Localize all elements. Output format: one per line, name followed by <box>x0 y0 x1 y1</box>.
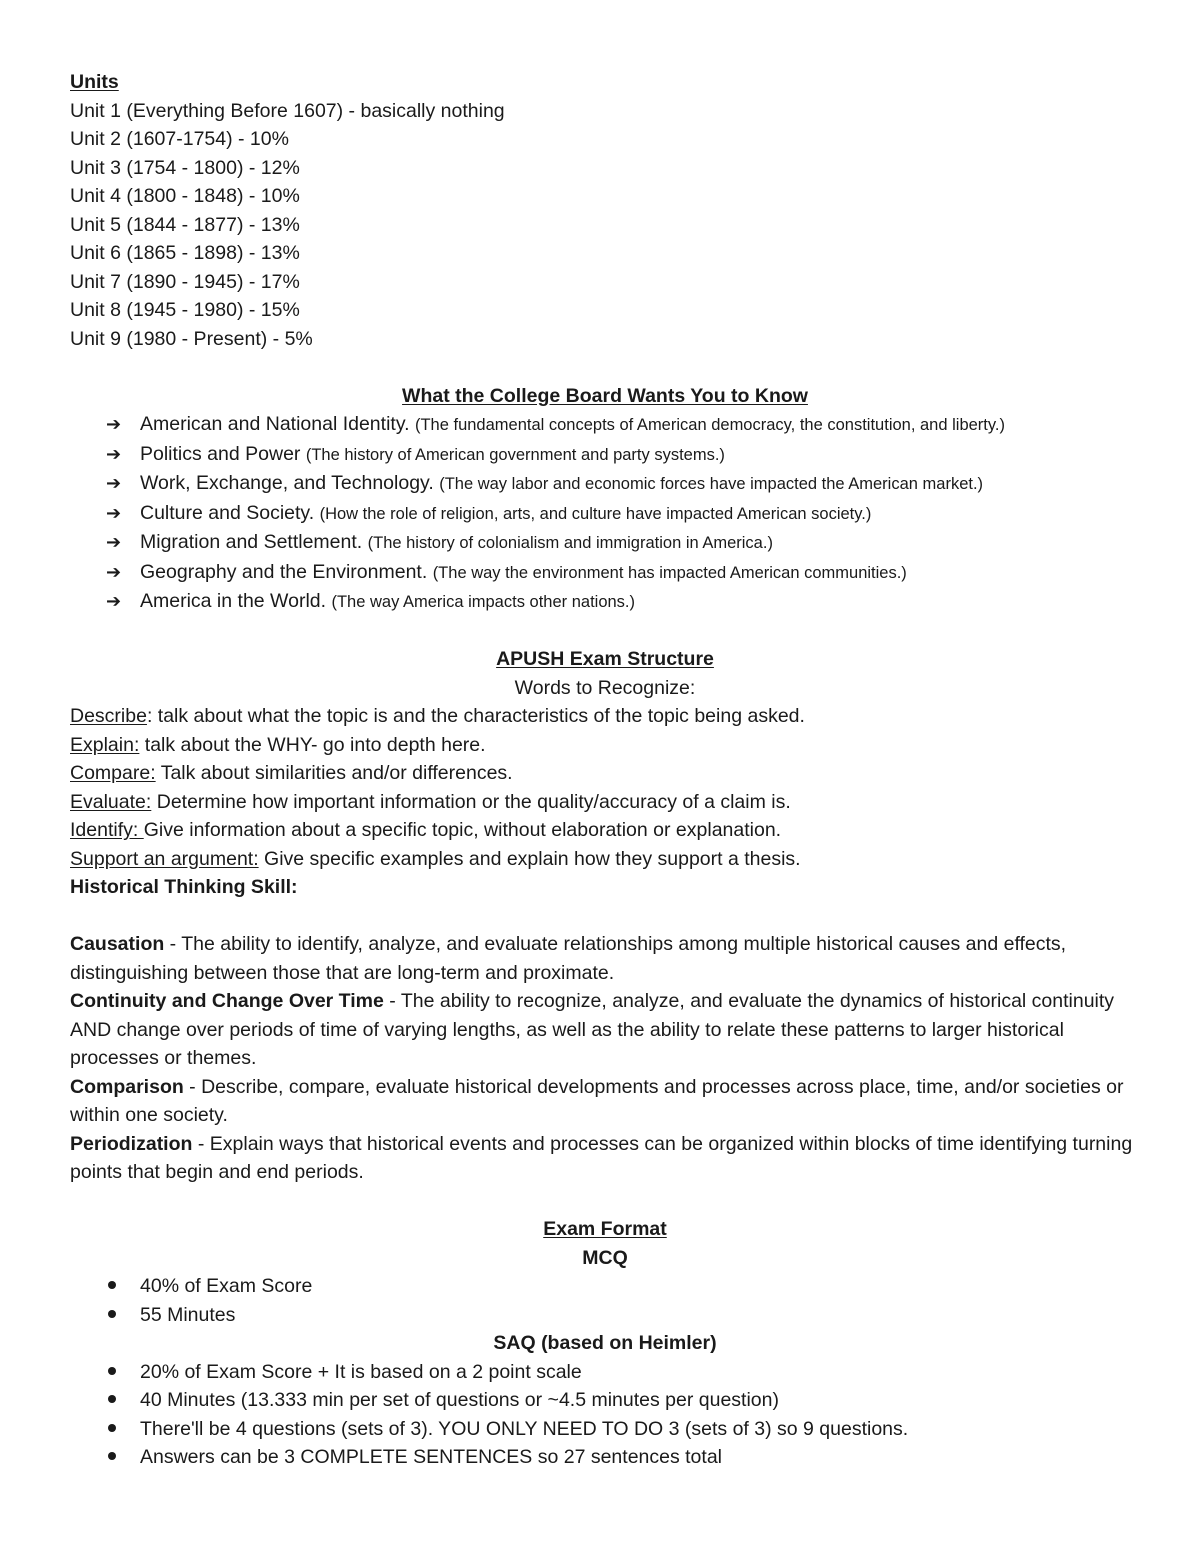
exam-format-heading: Exam Format <box>543 1218 667 1240</box>
term-definition <box>70 845 1140 874</box>
theme-title: Culture and Society. <box>140 501 315 524</box>
arrow-icon: ➔ <box>106 591 122 611</box>
term-label: Explain: <box>70 733 140 756</box>
arrow-icon: ➔ <box>106 532 122 552</box>
theme-title: Work, Exchange, and Technology. <box>140 472 434 494</box>
unit-line: Unit 3 (1754 - 1800) - 12% <box>70 156 300 179</box>
unit-line: Unit 9 (1980 - Present) - 5% <box>70 327 313 350</box>
term-text: Talk about similarities and/or differences. <box>160 762 513 784</box>
theme-title: Geography and the Environment. <box>140 560 428 583</box>
exam-structure-heading: APUSH Exam Structure <box>496 648 714 670</box>
arrow-icon: ➔ <box>106 502 122 523</box>
arrow-icon: ➔ <box>106 414 122 434</box>
skill-paragraph <box>70 930 1140 987</box>
skill-text: - Describe, compare, evaluate historical developments and processes across place, time, and/or societies or within one society. <box>70 1075 1124 1126</box>
theme-note: (How the role of religion, arts, and culture have impacted American society.) <box>319 504 872 523</box>
unit-line: Unit 6 (1865 - 1898) - 13% <box>70 242 300 264</box>
skill-paragraph <box>70 987 1140 1073</box>
skill-name: Periodization <box>70 1132 193 1155</box>
list-item: Answers can be 3 COMPLETE SENTENCES so 27 sentences total <box>70 1443 1140 1472</box>
theme-note: (The history of colonialism and immigration in America.) <box>367 534 773 552</box>
bullet-icon <box>108 1358 140 1387</box>
list-item: 20% of Exam Score + It is based on a 2 point scale <box>70 1358 1140 1387</box>
theme-note: (The way the environment has impacted American communities.) <box>432 563 907 582</box>
unit-line: Unit 5 (1844 - 1877) - 13% <box>70 213 300 236</box>
bullet-icon <box>108 1301 140 1330</box>
theme-title: American and National Identity. <box>140 413 410 435</box>
theme-title: Migration and Settlement. <box>140 531 363 553</box>
unit-line: Unit 4 (1800 - 1848) - 10% <box>70 185 300 207</box>
term-label: Identify: <box>70 819 144 841</box>
skill-name: Causation <box>70 933 165 955</box>
unit-line: Unit 7 (1890 - 1945) - 17% <box>70 270 300 293</box>
theme-item <box>70 587 1140 617</box>
document-page <box>70 68 1140 1472</box>
term-definition <box>70 731 1140 760</box>
skill-paragraph <box>70 1130 1140 1187</box>
arrow-icon: ➔ <box>106 443 122 464</box>
list-item: 40% of Exam Score <box>70 1272 1140 1301</box>
unit-line: Unit 8 (1945 - 1980) - 15% <box>70 299 300 321</box>
unit-line: Unit 2 (1607-1754) - 10% <box>70 128 289 150</box>
theme-item <box>70 558 1140 588</box>
term-text: Determine how important information or the quality/accuracy of a claim is. <box>156 790 791 813</box>
theme-item <box>70 410 1140 440</box>
term-definition: Describe: talk about what the topic is and the characteristics of the topic being asked. <box>70 705 805 727</box>
skill-text: - The ability to identify, analyze, and evaluate relationships among multiple historical causes and effects, distinguishing between those that are long-term and proximate. <box>70 933 1067 984</box>
term-text: talk about what the topic is and the characteristics of the topic being asked. <box>157 705 805 727</box>
theme-note: (The way labor and economic forces have impacted the American market.) <box>439 475 984 493</box>
arrow-icon: ➔ <box>106 473 122 493</box>
theme-title: Politics and Power <box>140 442 301 465</box>
theme-note: (The history of American government and party systems.) <box>305 445 725 464</box>
bullet-icon <box>108 1386 140 1415</box>
theme-item <box>70 469 1140 499</box>
term-label: Describe <box>70 705 147 727</box>
skill-text: - The ability to recognize, analyze, and evaluate the dynamics of historical continuity AND change over periods of time of varying lengths, as well as the ability to relate these patterns to larger historical processes or themes. <box>70 990 1115 1069</box>
words-to-recognize-subheading: Words to Recognize: <box>514 676 696 699</box>
saq-heading: SAQ (based on Heimler) <box>493 1332 717 1354</box>
historical-thinking-heading: Historical Thinking Skill: <box>70 876 298 898</box>
theme-item <box>70 528 1140 558</box>
theme-item <box>70 499 1140 529</box>
unit-line: Unit 1 (Everything Before 1607) - basically nothing <box>70 99 505 122</box>
skill-paragraph <box>70 1073 1140 1130</box>
list-item: 55 Minutes <box>70 1301 1140 1330</box>
term-label: Evaluate: <box>70 790 152 813</box>
term-label: Compare: <box>70 762 156 784</box>
term-definition <box>70 759 1140 788</box>
college-board-heading: What the College Board Wants You to Know <box>402 384 808 407</box>
list-item: 40 Minutes (13.333 min per set of questions or ~4.5 minutes per question) <box>70 1386 1140 1415</box>
theme-note: (The fundamental concepts of American democracy, the constitution, and liberty.) <box>414 416 1005 434</box>
bullet-icon <box>108 1415 140 1444</box>
term-definition <box>70 816 1140 845</box>
term-text: Give specific examples and explain how they support a thesis. <box>264 847 801 870</box>
list-item: There'll be 4 questions (sets of 3). YOU ONLY NEED TO DO 3 (sets of 3) so 9 questions. <box>70 1415 1140 1444</box>
bullet-icon <box>108 1272 140 1301</box>
theme-title: America in the World. <box>140 590 327 612</box>
mcq-heading: MCQ <box>582 1246 628 1269</box>
units-heading: Units <box>70 71 119 93</box>
term-text: Give information about a specific topic, without elaboration or explanation. <box>143 819 782 841</box>
term-definition <box>70 788 1140 817</box>
skill-name: Comparison <box>70 1075 184 1098</box>
theme-note: (The way America impacts other nations.) <box>331 593 636 611</box>
bullet-icon <box>108 1443 140 1472</box>
term-text: talk about the WHY- go into depth here. <box>144 733 486 756</box>
skill-text: - Explain ways that historical events and processes can be organized within blocks of time identifying turning points that begin and end periods. <box>70 1132 1133 1183</box>
skill-name: Continuity and Change Over Time <box>70 990 384 1012</box>
term-label: Support an argument: <box>70 847 259 870</box>
arrow-icon: ➔ <box>106 561 122 582</box>
theme-item <box>70 440 1140 470</box>
